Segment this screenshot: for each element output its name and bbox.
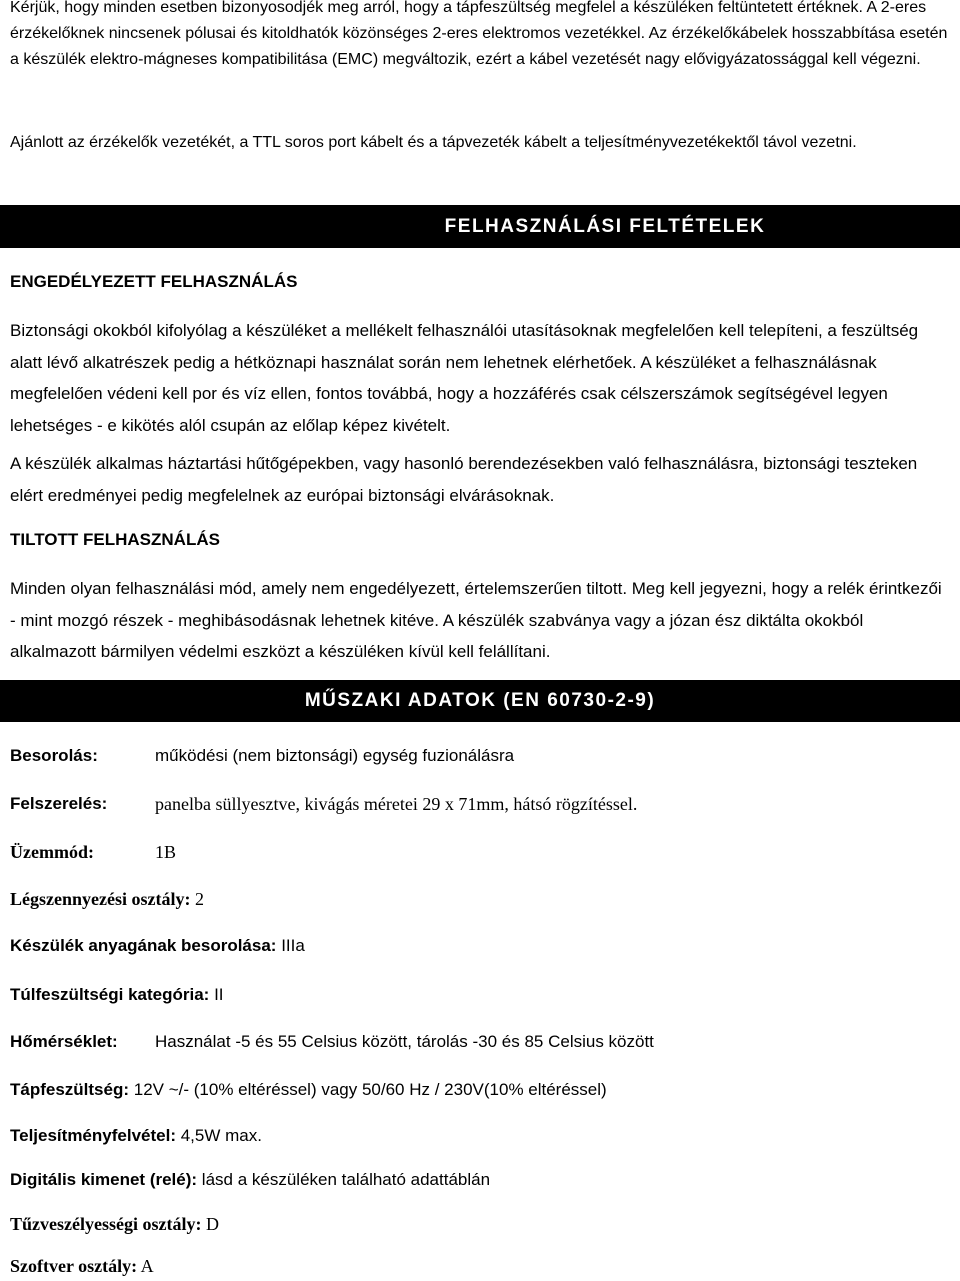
spec-label: Légszennyezési osztály:	[10, 889, 191, 909]
spec-value: panelba süllyesztve, kivágás méretei 29 x 71mm, hátsó rögzítéssel.	[155, 794, 638, 814]
usage-section-title: FELHASZNÁLÁSI FELTÉTELEK	[444, 215, 766, 237]
spec-value: lásd a készüléken található adattáblán	[201, 1170, 491, 1189]
spec-value: Használat -5 és 55 Celsius között, tárolás -30 és 85 Celsius között	[155, 1032, 654, 1051]
spec-value: 12V ~/- (10% eltéréssel) vagy 50/60 Hz / 230V(10% eltéréssel)	[133, 1080, 607, 1099]
spec-value: 2	[194, 889, 204, 909]
spec-row-mounting	[10, 792, 950, 816]
spec-value: működési (nem biztonsági) egység fuzionálásra	[155, 746, 515, 765]
specs-section-title: MŰSZAKI ADATOK (EN 60730-2-9)	[304, 690, 656, 711]
spec-row-overvoltage-category	[10, 983, 950, 1007]
spec-row-fire-class	[10, 1212, 950, 1236]
spec-value: 1B	[155, 842, 177, 862]
specs-section-bar	[0, 680, 960, 722]
spec-label: Készülék anyagának besorolása:	[10, 936, 277, 955]
forbidden-use-paragraph: Minden olyan felhasználási mód, amely nem engedélyezett, értelemszerűen tiltott. Meg kell jegyezni, hogy a relék érintkezői - mint mozgó részek - meghibásodásnak lehetnek kitéve. A készülék szabványa vagy a józan ész diktálta okokból alkalmazott bármilyen védelmi eszközt a készüléken kívül kell felállítani.	[10, 579, 942, 661]
intro-paragraph-cable: Kérjük, hogy minden esetben bizonyosodjék meg arról, hogy a tápfeszültség megfelel a készüléken feltüntetett értéknek. A 2-eres érzékelőknek nincsenek pólusai és kitoldhatók közönséges 2-eres elektromos vezetékkel. Az érzékelőkábelek hosszabbítása esetén a készülék elektro-mágneses kompatibilitása (EMC) megváltozik, ezért a kábel vezetését nagy elővigyázatossággal kell végezni.	[10, 0, 948, 68]
spec-row-classification	[10, 744, 950, 768]
spec-value: 4,5W max.	[180, 1126, 262, 1145]
spec-label: Szoftver osztály:	[10, 1256, 138, 1276]
forbidden-use-heading: TILTOTT FELHASZNÁLÁS	[10, 530, 220, 549]
spec-label: Digitális kimenet (relé):	[10, 1170, 198, 1189]
spec-label: Üzemmód:	[10, 842, 94, 862]
spec-label: Túlfeszültségi kategória:	[10, 985, 210, 1004]
spec-value: IIIa	[281, 936, 305, 955]
allowed-use-paragraph-suitability: A készülék alkalmas háztartási hűtőgépekben, vagy hasonló berendezésekben való felhasználásra, biztonsági teszteken elért eredményei pedig megfelelnek az európai biztonsági elvárásoknak.	[10, 454, 918, 505]
spec-value: A	[140, 1256, 154, 1276]
spec-label: Teljesítményfelvétel:	[10, 1126, 176, 1145]
spec-row-software-class	[10, 1254, 950, 1278]
spec-row-digital-output	[10, 1168, 950, 1192]
spec-row-power-consumption	[10, 1124, 950, 1148]
spec-label: Besorolás:	[10, 746, 98, 765]
spec-row-pollution-class	[10, 887, 950, 911]
spec-row-supply-voltage	[10, 1078, 950, 1102]
spec-row-material-class	[10, 934, 950, 958]
spec-row-operating-mode	[10, 840, 950, 864]
allowed-use-heading: ENGEDÉLYEZETT FELHASZNÁLÁS	[10, 272, 298, 291]
spec-value: D	[205, 1214, 219, 1234]
spec-label: Tápfeszültség:	[10, 1080, 130, 1099]
spec-row-temperature	[10, 1030, 950, 1054]
spec-label: Felszerelés:	[10, 794, 108, 813]
intro-paragraph-wiring: Ajánlott az érzékelők vezetékét, a TTL soros port kábelt és a tápvezeték kábelt a teljesítményvezetékektől távol vezetni.	[10, 134, 857, 151]
spec-label: Hőmérséklet:	[10, 1032, 118, 1051]
usage-section-bar	[0, 205, 960, 248]
allowed-use-paragraph-safety: Biztonsági okokból kifolyólag a készüléket a mellékelt felhasználói utasításoknak megfelelően kell telepíteni, a feszültség alatt lévő alkatrészek pedig a hétköznapi használat során nem lehetnek elérhetőek. A készüléket a felhasználásnak megfelelően védeni kell por és víz ellen, fontos továbbá, hogy a hozzáférés csak célszerszámok segítségével legyen lehetséges - e kikötés alól csupán az előlap képez kivételt.	[10, 321, 919, 435]
spec-value: II	[214, 985, 224, 1004]
spec-label: Tűzveszélyességi osztály:	[10, 1214, 202, 1234]
